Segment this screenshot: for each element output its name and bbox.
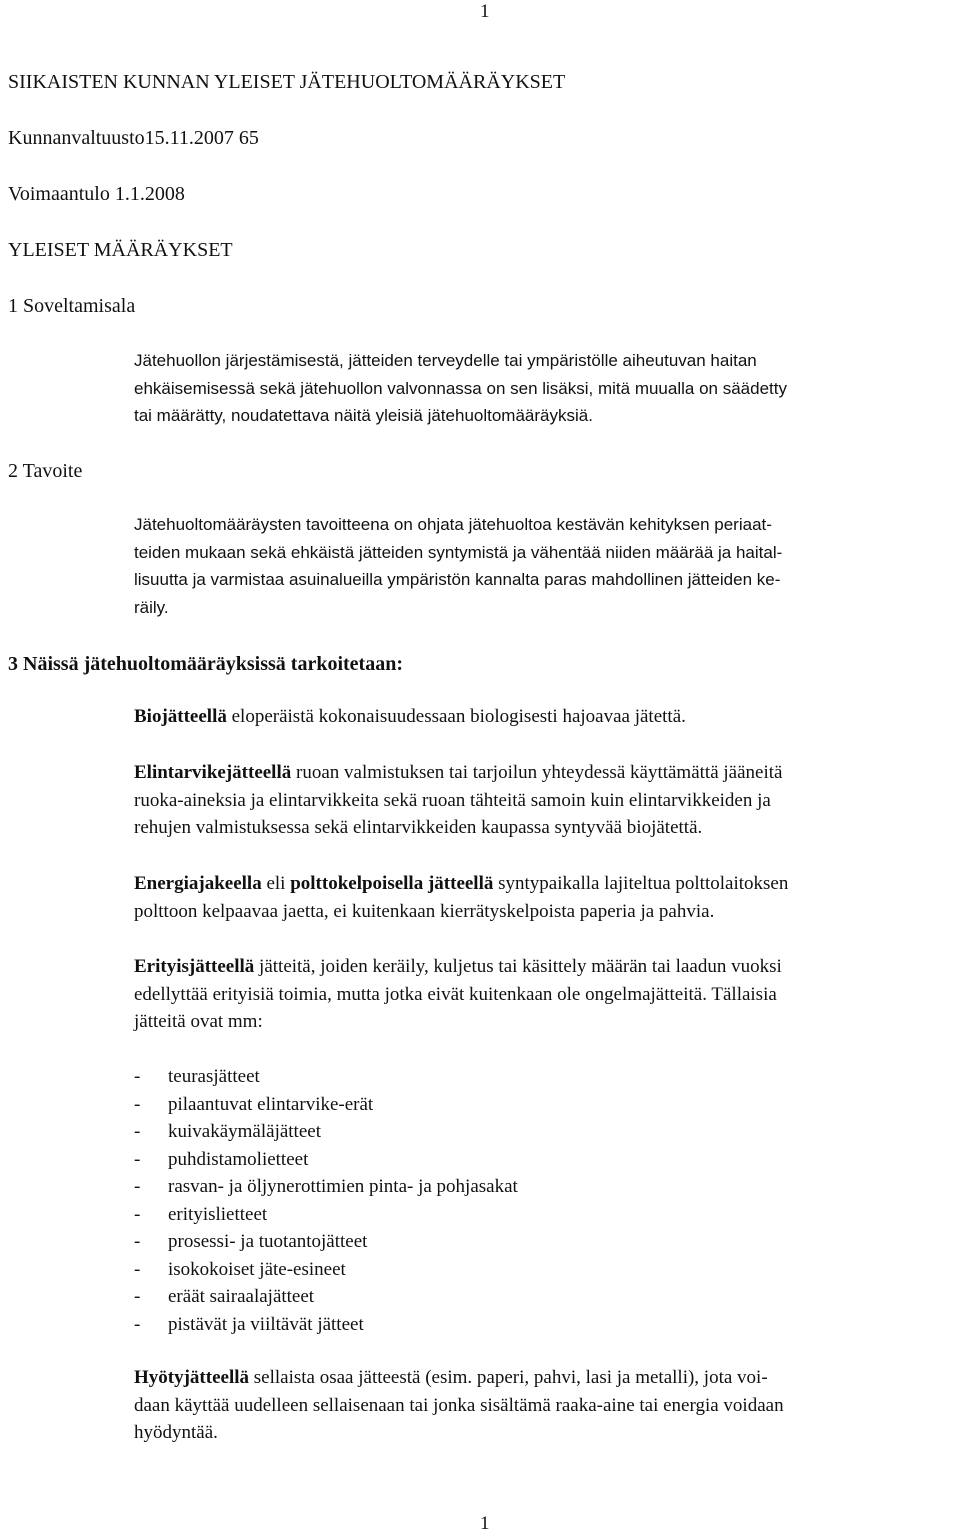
definition-line: edellyttää erityisiä toimia, mutta jotka eivät kuitenkaan ole ongelmajätteitä. Tällaisia [134, 983, 777, 1005]
term-special-waste: Erityisjätteellä [134, 956, 255, 977]
list-item [134, 1118, 954, 1146]
section-1-paragraph [134, 347, 954, 430]
list-dash: - [134, 1286, 141, 1307]
list-item [134, 1091, 954, 1119]
list-item-text: prosessi- ja tuotantojätteet [168, 1231, 368, 1252]
definition-special-waste [134, 953, 954, 1036]
definition-line: hyödyntää. [134, 1422, 218, 1443]
list-dash: - [134, 1093, 141, 1115]
list-item [134, 1063, 954, 1091]
definition-energy-fraction [134, 870, 954, 925]
list-item [134, 1173, 954, 1201]
section-3-heading: 3 Näissä jätehuoltomääräyksissä tarkoitetaan: [8, 653, 403, 675]
list-item-text: rasvan- ja öljynerottimien pinta- ja pohjasakat [168, 1176, 518, 1197]
term-energy-fraction: Energiajakeella [134, 873, 262, 894]
list-item-text: kuivakäymäläjätteet [168, 1121, 321, 1142]
section-2-line: räily. [134, 597, 169, 617]
list-dash: - [134, 1313, 141, 1335]
section-2-line: teiden mukaan sekä ehkäistä jätteiden syntymistä ja vähentää niiden määrää ja haital- [134, 542, 783, 562]
list-dash: - [134, 1231, 141, 1252]
section-2-line: lisuutta ja varmistaa asuinalueilla ympäristön kannalta paras mahdollinen jätteiden ke- [134, 570, 781, 589]
definition-text: ruoan valmistuksen tai tarjoilun yhteydessä käyttämättä jääneitä [291, 762, 783, 783]
term-combustible-waste: polttokelpoisella jätteellä [290, 873, 494, 894]
section-2-heading: 2 Tavoite [8, 460, 83, 482]
definition-line [134, 703, 954, 731]
section-1-line: ehkäisemisessä sekä jätehuollon valvonnassa on sen lisäksi, mitä muualla on säädetty [134, 378, 787, 398]
list-item [134, 1201, 954, 1229]
definition-line [134, 1364, 954, 1392]
list-item [134, 1283, 954, 1311]
term-food-waste: Elintarvikejätteellä [134, 762, 292, 783]
special-waste-list [134, 1063, 954, 1338]
definition-line: rehujen valmistuksessa sekä elintarvikkeiden kaupassa syntyvää biojätettä. [134, 817, 703, 838]
effective-date: Voimaantulo 1.1.2008 [8, 183, 185, 205]
page-number-bottom: 1 [480, 1513, 490, 1534]
list-dash: - [134, 1148, 141, 1170]
definition-line: daan käyttää uudelleen sellaisenaan tai jonka sisältämä raaka-aine tai energia voidaan [134, 1394, 784, 1416]
definition-line [134, 759, 954, 787]
list-dash: - [134, 1121, 141, 1142]
list-item [134, 1228, 954, 1256]
list-item-text: pistävät ja viiltävät jätteet [168, 1313, 364, 1335]
list-dash: - [134, 1176, 141, 1197]
list-item [134, 1146, 954, 1174]
definition-text: jätteitä, joiden keräily, kuljetus tai käsittely määrän tai laadun vuoksi [254, 956, 782, 977]
list-item [134, 1311, 954, 1339]
definition-text: eli [261, 873, 291, 894]
section-1-heading: 1 Soveltamisala [8, 295, 136, 317]
definition-line: ruoka-aineksia ja elintarvikkeita sekä ruoan tähteitä samoin kuin elintarvikkeiden ja [134, 789, 771, 811]
council-decision: Kunnanvaltuusto15.11.2007 65 [8, 127, 259, 149]
section-2-line: Jätehuoltomääräysten tavoitteena on ohjata jätehuoltoa kestävän kehityksen periaat- [134, 515, 772, 534]
definition-line [134, 870, 954, 898]
document-title: SIIKAISTEN KUNNAN YLEISET JÄTEHUOLTOMÄÄRÄYKSET [8, 71, 566, 93]
term-biowaste: Biojätteellä [134, 706, 227, 727]
list-item-text: puhdistamolietteet [168, 1148, 309, 1170]
list-item-text: erityislietteet [168, 1203, 268, 1225]
definition-food-waste [134, 759, 954, 842]
definition-text: syntypaikalla lajiteltua polttolaitoksen [493, 873, 789, 894]
list-dash: - [134, 1066, 141, 1087]
page-number-top: 1 [480, 1, 490, 22]
general-regulations-heading: YLEISET MÄÄRÄYKSET [8, 239, 233, 261]
list-item-text: pilaantuvat elintarvike-erät [168, 1093, 374, 1115]
section-1-line: tai määrätty, noudatettava näitä yleisiä jätehuoltomääräyksiä. [134, 406, 593, 425]
definition-line: polttoon kelpaavaa jaetta, ei kuitenkaan kierrätyskelpoista paperia ja pahvia. [134, 900, 715, 922]
term-recyclable-waste: Hyötyjätteellä [134, 1367, 250, 1388]
section-2-paragraph [134, 511, 954, 621]
list-item [134, 1256, 954, 1284]
definition-text: sellaista osaa jätteestä (esim. paperi, pahvi, lasi ja metalli), jota voi- [249, 1367, 768, 1388]
list-item-text: teurasjätteet [168, 1066, 260, 1087]
section-1-line: Jätehuollon järjestämisestä, jätteiden terveydelle tai ympäristölle aiheutuvan haitan [134, 351, 757, 370]
list-item-text: eräät sairaalajätteet [168, 1286, 315, 1307]
definition-text: eloperäistä kokonaisuudessaan biologisesti hajoavaa jätettä. [226, 706, 686, 727]
definition-line: jätteitä ovat mm: [134, 1011, 263, 1032]
list-dash: - [134, 1203, 141, 1225]
definition-recyclable-waste [134, 1364, 954, 1447]
definition-biowaste [134, 703, 954, 731]
list-dash: - [134, 1258, 141, 1280]
list-item-text: isokokoiset jäte-esineet [168, 1258, 346, 1280]
definition-line [134, 953, 954, 981]
